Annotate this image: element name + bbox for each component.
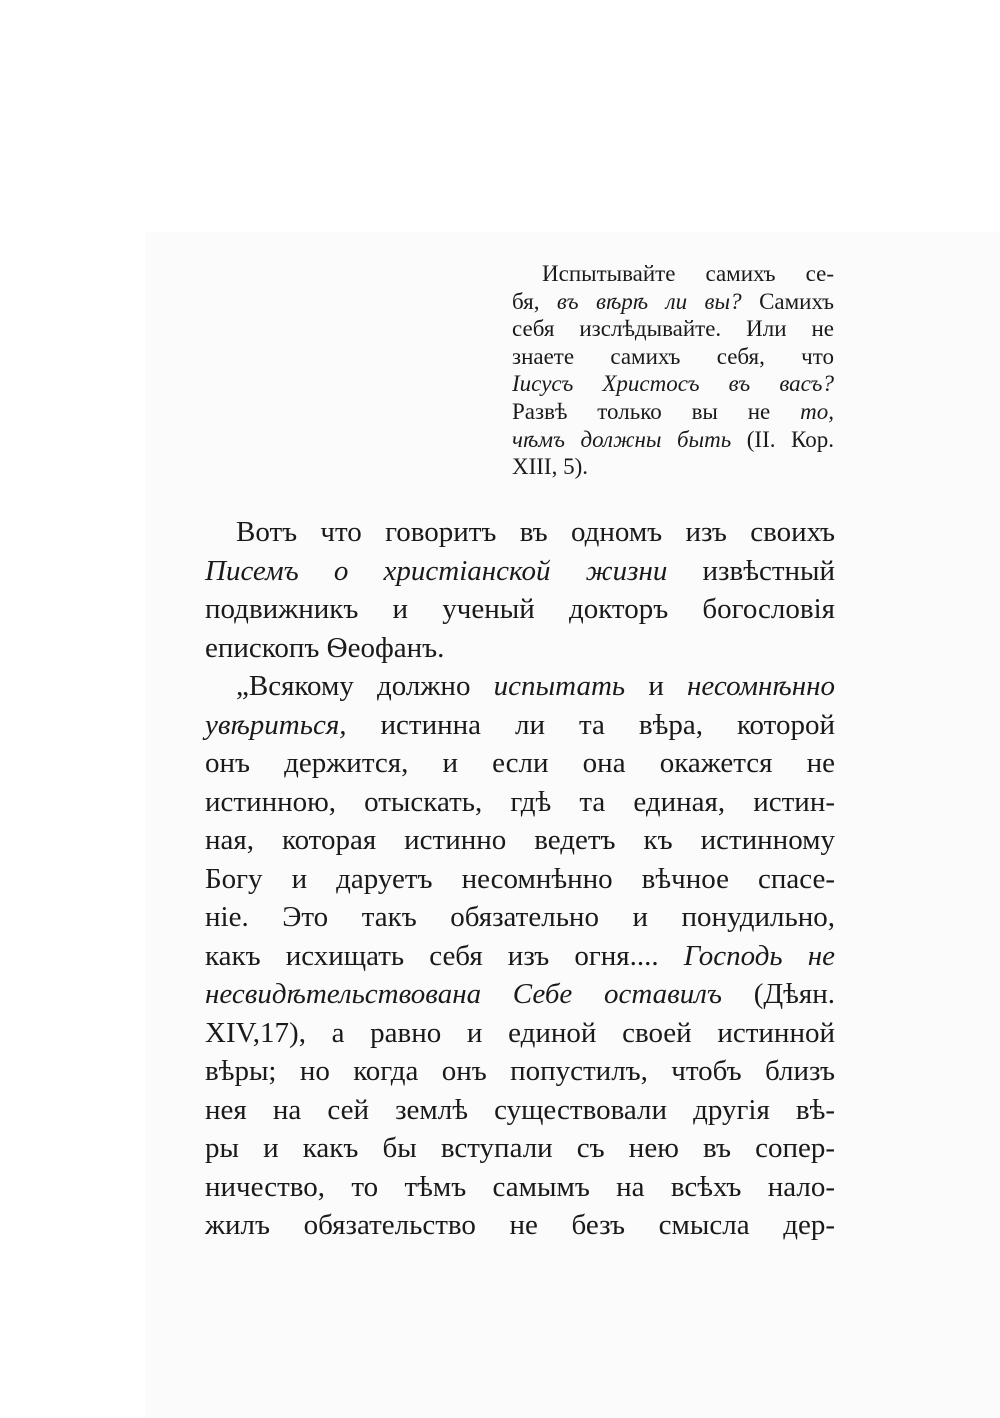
text-run: подвижникъ и ученый докторъ богословія xyxy=(205,593,835,625)
epigraph-line xyxy=(512,426,834,454)
text-run: вѣры; но когда онъ попустилъ, чтобъ близъ xyxy=(205,1055,835,1087)
paragraph-line xyxy=(205,937,835,976)
paragraph-line xyxy=(205,1014,835,1053)
italic-text: испытать xyxy=(493,670,626,702)
paragraph-line xyxy=(205,590,835,629)
text-run: и xyxy=(625,670,688,702)
italic-text: несвидѣтельствована Себе оставилъ xyxy=(205,978,722,1010)
italic-text: Писемъ о христіанской жизни xyxy=(205,554,668,587)
paragraph-line xyxy=(205,706,835,745)
text-run: (Дѣян. xyxy=(721,978,836,1010)
italic-text: увѣриться, xyxy=(205,708,347,741)
text-run: XIV,17), а равно и единой своей истинной xyxy=(205,1016,835,1049)
paragraph-line xyxy=(205,860,835,899)
paragraph-line xyxy=(205,1168,835,1207)
paragraph-line xyxy=(205,975,835,1014)
epigraph-line xyxy=(512,288,834,316)
text-run: извѣстный xyxy=(667,554,836,587)
text-run: истинна ли та вѣра, которой xyxy=(346,708,835,741)
italic-text: несомнѣнно xyxy=(687,670,835,702)
epigraph-line xyxy=(512,453,834,481)
text-run: бя, xyxy=(512,288,557,314)
epigraph-line xyxy=(512,370,834,398)
italic-text: Іисусъ Христосъ въ васъ? xyxy=(512,371,834,397)
text-run: какъ исхищать себя изъ огня.... xyxy=(205,939,684,972)
paragraph-line xyxy=(205,898,835,937)
text-run: Вотъ что говоритъ въ одномъ изъ своихъ xyxy=(236,516,835,548)
text-run: жилъ обязательство не безъ смысла дер- xyxy=(205,1209,835,1241)
paragraph-line xyxy=(205,821,835,860)
text-run: ры и какъ бы вступали съ нею въ сопер- xyxy=(205,1132,835,1164)
text-run: себя изслѣдывайте. Или не xyxy=(512,316,834,342)
epigraph-line xyxy=(512,260,834,288)
paragraph-line xyxy=(205,552,835,591)
paragraph-line xyxy=(205,1091,835,1130)
paragraph-line xyxy=(205,1206,835,1245)
italic-text: въ вѣрѣ ли вы? xyxy=(556,288,742,314)
paragraph-line xyxy=(205,629,835,668)
text-run: Самихъ xyxy=(741,288,834,314)
text-run: ніе. Это такъ обязательно и понудильно, xyxy=(205,901,835,933)
text-run: XIII, 5). xyxy=(512,454,588,480)
main-text xyxy=(205,513,835,1245)
text-run: нея на сей землѣ существовали другія вѣ- xyxy=(205,1093,835,1126)
epigraph-line xyxy=(512,315,834,343)
text-run: ная, которая истинно ведетъ къ истинному xyxy=(205,824,835,856)
paragraph-line xyxy=(205,783,835,822)
text-run: (II. Кор. xyxy=(731,426,834,452)
text-run: истинною, отыскать, гдѣ та единая, истин- xyxy=(205,785,835,818)
epigraph-line xyxy=(512,343,834,371)
text-run: Развѣ только вы не xyxy=(512,398,801,424)
text-run: онъ держится, и если она окажется не xyxy=(205,747,835,779)
italic-text: чѣмъ должны быть xyxy=(512,426,732,452)
text-run: Испытывайте самихъ се- xyxy=(542,261,834,286)
paragraph-line xyxy=(205,667,835,706)
text-run: епископъ Ѳеофанъ. xyxy=(205,631,445,664)
paragraph-line xyxy=(205,744,835,783)
text-run: „Всякому должно xyxy=(236,670,494,702)
epigraph xyxy=(512,260,834,481)
text-run: Богу и даруетъ несомнѣнно вѣчное спасе- xyxy=(205,862,835,895)
text-run: ничество, то тѣмъ самымъ на всѣхъ нало- xyxy=(205,1170,835,1203)
text-run: знаете самихъ себя, что xyxy=(512,343,834,369)
italic-text: Господь не xyxy=(683,939,835,972)
paragraph-line xyxy=(205,1052,835,1091)
paragraph-line xyxy=(205,513,835,552)
epigraph-line xyxy=(512,398,834,426)
italic-text: то, xyxy=(800,398,834,424)
paragraph-line xyxy=(205,1129,835,1168)
